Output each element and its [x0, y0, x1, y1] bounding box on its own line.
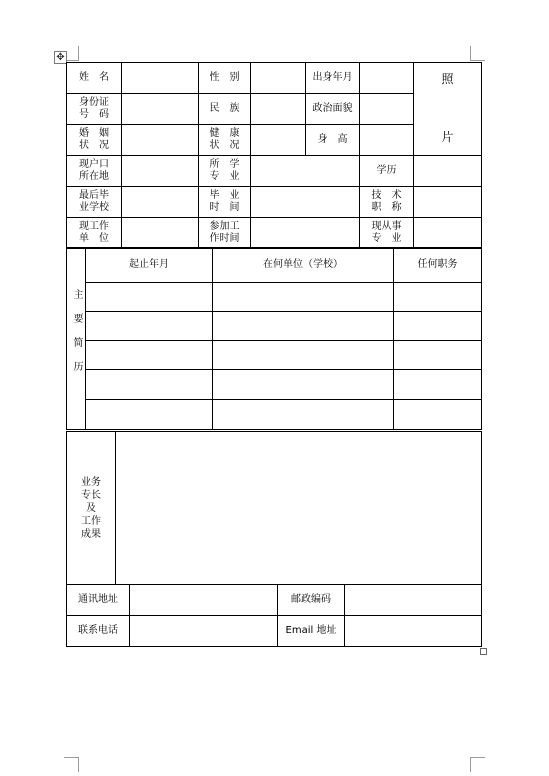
- resume-cell-unit[interactable]: [213, 400, 394, 430]
- label-marital: 婚 姻 状 况: [67, 125, 122, 156]
- table-row: [67, 370, 482, 400]
- field-health[interactable]: [251, 125, 306, 156]
- field-phone[interactable]: [130, 616, 278, 647]
- field-name[interactable]: [122, 63, 199, 94]
- label-gender: 性 别: [199, 63, 251, 94]
- resume-cell-position[interactable]: [394, 370, 482, 400]
- resume-cell-unit[interactable]: [213, 283, 394, 312]
- expertise-field[interactable]: [116, 432, 482, 585]
- field-grad-time[interactable]: [251, 187, 360, 218]
- table-row: [67, 312, 482, 341]
- photo-label-top: 照: [441, 72, 454, 86]
- expertise-table: [66, 431, 482, 585]
- resume-cell-unit[interactable]: [213, 312, 394, 341]
- resume-cell-position[interactable]: [394, 341, 482, 370]
- table-row: [67, 283, 482, 312]
- field-birth[interactable]: [360, 63, 414, 94]
- label-name: 姓 名: [67, 63, 122, 94]
- resume-cell-period[interactable]: [86, 341, 213, 370]
- field-gender[interactable]: [251, 63, 306, 94]
- field-id-card[interactable]: [122, 94, 199, 125]
- table-move-icon[interactable]: ✥: [54, 51, 67, 64]
- field-major[interactable]: [251, 156, 360, 187]
- field-school[interactable]: [122, 187, 199, 218]
- field-marital[interactable]: [122, 125, 199, 156]
- contact-table: [66, 584, 482, 647]
- table-row: [67, 400, 482, 430]
- label-residence: 现户口 所在地: [67, 156, 122, 187]
- personal-info-table: [66, 62, 482, 249]
- label-grad-time: 毕 业 时 间: [199, 187, 251, 218]
- field-education[interactable]: [414, 156, 482, 187]
- label-employer: 现工作 单 位: [67, 218, 122, 249]
- field-address[interactable]: [130, 585, 278, 616]
- field-postcode[interactable]: [345, 585, 482, 616]
- crop-mark-top-right: [470, 46, 485, 61]
- field-email[interactable]: [345, 616, 482, 647]
- label-title: 技 术 职 称: [360, 187, 414, 218]
- field-height[interactable]: [360, 125, 414, 156]
- resume-cell-period[interactable]: [86, 312, 213, 341]
- crop-mark-bottom-right: [470, 757, 485, 772]
- crop-mark-bottom-left: [64, 757, 79, 772]
- label-height: 身 高: [306, 125, 360, 156]
- resume-cell-position[interactable]: [394, 400, 482, 430]
- photo-box[interactable]: [414, 63, 482, 156]
- resume-col-unit: 在何单位（学校）: [213, 248, 394, 283]
- label-political: 政治面貌: [306, 94, 360, 125]
- photo-label-bottom: 片: [441, 130, 454, 144]
- resume-cell-period[interactable]: [86, 370, 213, 400]
- label-specialty: 现从事 专 业: [360, 218, 414, 249]
- label-phone: 联系电话: [67, 616, 130, 647]
- label-birth: 出身年月: [306, 63, 360, 94]
- label-postcode: 邮政编码: [278, 585, 345, 616]
- resume-cell-unit[interactable]: [213, 370, 394, 400]
- table-resize-icon[interactable]: [480, 648, 487, 655]
- resume-table: [66, 247, 482, 430]
- resume-cell-period[interactable]: [86, 283, 213, 312]
- field-specialty[interactable]: [414, 218, 482, 249]
- field-political[interactable]: [360, 94, 414, 125]
- label-health: 健 康 状 况: [199, 125, 251, 156]
- field-employer[interactable]: [122, 218, 199, 249]
- resume-col-period: 起止年月: [86, 248, 213, 283]
- resume-section-label: 主要简历: [67, 248, 86, 430]
- field-work-start[interactable]: [251, 218, 360, 249]
- expertise-label: 业务 专长 及 工作 成果: [67, 432, 116, 585]
- resume-cell-position[interactable]: [394, 312, 482, 341]
- label-education: 学历: [360, 156, 414, 187]
- table-row: [67, 341, 482, 370]
- label-email: Email 地址: [278, 616, 345, 647]
- field-residence[interactable]: [122, 156, 199, 187]
- label-ethnicity: 民 族: [199, 94, 251, 125]
- label-major: 所 学 专 业: [199, 156, 251, 187]
- label-address: 通讯地址: [67, 585, 130, 616]
- resume-cell-unit[interactable]: [213, 341, 394, 370]
- label-work-start: 参加工 作时间: [199, 218, 251, 249]
- resume-col-position: 任何职务: [394, 248, 482, 283]
- label-school: 最后毕 业学校: [67, 187, 122, 218]
- resume-cell-position[interactable]: [394, 283, 482, 312]
- label-id-card: 身份证 号 码: [67, 94, 122, 125]
- field-title[interactable]: [414, 187, 482, 218]
- field-ethnicity[interactable]: [251, 94, 306, 125]
- resume-cell-period[interactable]: [86, 400, 213, 430]
